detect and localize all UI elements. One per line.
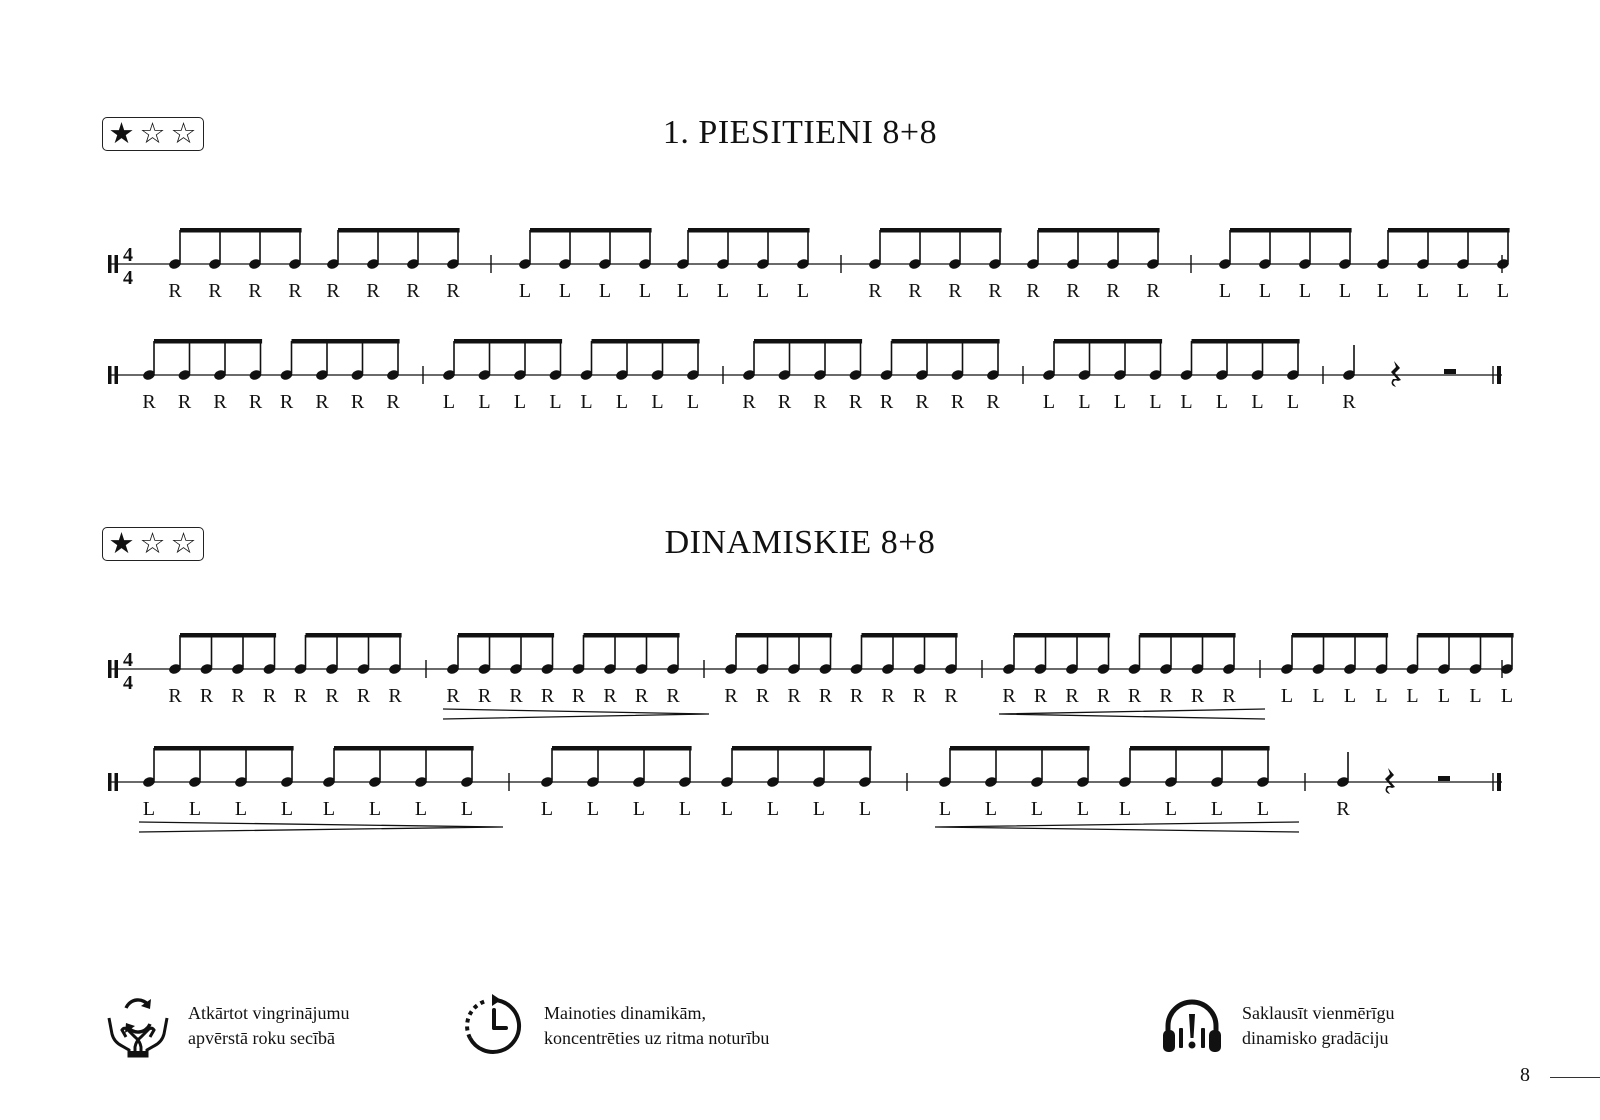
sticking-label: R bbox=[213, 391, 227, 413]
sticking-label: R bbox=[262, 685, 277, 707]
beam bbox=[1130, 746, 1270, 751]
sticking-label: R bbox=[388, 685, 402, 707]
sticking-label: R bbox=[571, 685, 586, 707]
sticking-label: L bbox=[1343, 685, 1357, 707]
percussion-clef bbox=[108, 255, 112, 273]
sticking-label: L bbox=[598, 280, 612, 302]
sticking-label: L bbox=[1298, 280, 1312, 302]
beam bbox=[306, 633, 402, 638]
sticking-label: R bbox=[248, 280, 262, 302]
sticking-label: R bbox=[1096, 685, 1111, 707]
quarter-rest bbox=[1391, 361, 1401, 387]
sticking-label: L bbox=[720, 798, 734, 820]
sticking-label: R bbox=[603, 685, 617, 707]
sticking-label: R bbox=[446, 280, 460, 302]
sticking-label: R bbox=[849, 685, 864, 707]
beam bbox=[180, 633, 276, 638]
tip-line: koncentrēties uz ritma noturību bbox=[544, 1028, 770, 1048]
sticking-label: L bbox=[1280, 685, 1294, 707]
sticking-label: L bbox=[1256, 798, 1270, 820]
sticking-label: L bbox=[984, 798, 998, 820]
sticking-label: L bbox=[1164, 798, 1178, 820]
page-number-rule bbox=[1550, 1077, 1600, 1078]
sticking-label: R bbox=[950, 391, 965, 413]
crescendo-hairpin bbox=[999, 709, 1265, 719]
sticking-label: L bbox=[580, 391, 593, 413]
sticking-label: L bbox=[1496, 280, 1510, 302]
beam bbox=[754, 339, 862, 344]
sticking-label: L bbox=[322, 798, 336, 820]
beam bbox=[592, 339, 700, 344]
sticking-label: L bbox=[1376, 280, 1390, 302]
sticking-label: R bbox=[168, 685, 182, 707]
beam bbox=[552, 746, 692, 751]
sticking-label: L bbox=[1180, 391, 1193, 413]
sticking-label: L bbox=[540, 798, 554, 820]
sticking-label: L bbox=[938, 798, 952, 820]
beam bbox=[1388, 228, 1510, 233]
sticking-label: L bbox=[549, 391, 562, 413]
sticking-label: L bbox=[460, 798, 474, 820]
beam bbox=[688, 228, 810, 233]
sticking-label: L bbox=[651, 391, 664, 413]
sticking-label: L bbox=[518, 280, 532, 302]
sticking-label: L bbox=[280, 798, 294, 820]
beam bbox=[950, 746, 1090, 751]
beam bbox=[180, 228, 302, 233]
sticking-label: R bbox=[986, 391, 1000, 413]
tip-line: apvērstā roku secībā bbox=[188, 1028, 335, 1048]
sticking-label: R bbox=[509, 685, 523, 707]
exercise-title: 1. PIESITIENI 8+8 bbox=[662, 114, 938, 151]
sticking-label: R bbox=[1336, 798, 1350, 820]
sticking-label: R bbox=[944, 685, 958, 707]
star-empty-icon: ☆ bbox=[170, 526, 197, 560]
beam bbox=[454, 339, 562, 344]
sticking-label: L bbox=[1500, 685, 1514, 707]
sticking-label: R bbox=[634, 685, 649, 707]
sticking-label: R bbox=[325, 685, 339, 707]
crescendo-hairpin bbox=[935, 822, 1299, 832]
sticking-label: L bbox=[1251, 391, 1264, 413]
sticking-label: R bbox=[208, 280, 222, 302]
percussion-clef bbox=[115, 366, 119, 384]
sticking-label: L bbox=[796, 280, 810, 302]
star-empty-icon: ☆ bbox=[170, 116, 197, 150]
sticking-label: R bbox=[818, 685, 833, 707]
sticking-label: R bbox=[366, 280, 380, 302]
beam bbox=[736, 633, 832, 638]
sticking-label: L bbox=[1078, 391, 1091, 413]
sticking-label: R bbox=[787, 685, 801, 707]
hands-repeat-icon bbox=[106, 994, 170, 1058]
sticking-label: R bbox=[912, 685, 927, 707]
sticking-label: L bbox=[142, 798, 156, 820]
sticking-label: L bbox=[812, 798, 826, 820]
sticking-label: R bbox=[1159, 685, 1173, 707]
sticking-label: L bbox=[1286, 391, 1300, 413]
sticking-label: R bbox=[231, 685, 245, 707]
tip-line: Saklausīt vienmērīgu bbox=[1242, 1003, 1395, 1023]
sticking-label: L bbox=[1149, 391, 1162, 413]
sticking-label: R bbox=[777, 391, 792, 413]
sticking-label: L bbox=[1375, 685, 1388, 707]
sticking-label: R bbox=[724, 685, 738, 707]
sticking-label: R bbox=[406, 280, 420, 302]
beam bbox=[1014, 633, 1110, 638]
sticking-label: R bbox=[315, 391, 329, 413]
final-barline bbox=[1497, 366, 1501, 384]
sticking-label: L bbox=[858, 798, 872, 820]
sticking-label: L bbox=[678, 798, 692, 820]
sticking-label: R bbox=[356, 685, 371, 707]
beam bbox=[1230, 228, 1352, 233]
beam bbox=[530, 228, 652, 233]
time-signature-top: 4 bbox=[123, 244, 133, 266]
beam bbox=[1292, 633, 1388, 638]
sticking-label: L bbox=[478, 391, 491, 413]
time-signature-bottom: 4 bbox=[123, 672, 133, 694]
percussion-clef bbox=[115, 773, 119, 791]
sticking-label: R bbox=[350, 391, 365, 413]
sticking-label: L bbox=[716, 280, 730, 302]
page-number: 8 bbox=[1520, 1064, 1530, 1086]
sticking-label: R bbox=[1342, 391, 1356, 413]
sticking-label: R bbox=[540, 685, 555, 707]
beam bbox=[1038, 228, 1160, 233]
headphones-icon bbox=[1160, 994, 1224, 1058]
star-empty-icon: ☆ bbox=[139, 526, 166, 560]
beam bbox=[458, 633, 554, 638]
beam bbox=[584, 633, 680, 638]
beam bbox=[338, 228, 460, 233]
percussion-clef bbox=[108, 773, 112, 791]
sticking-label: L bbox=[766, 798, 780, 820]
sticking-label: L bbox=[615, 391, 629, 413]
sticking-label: R bbox=[848, 391, 863, 413]
beam bbox=[154, 746, 294, 751]
beam bbox=[880, 228, 1002, 233]
sticking-label: R bbox=[1106, 280, 1120, 302]
sticking-label: L bbox=[1416, 280, 1430, 302]
sticking-label: L bbox=[1210, 798, 1224, 820]
sticking-label: R bbox=[1190, 685, 1205, 707]
sticking-label: L bbox=[1118, 798, 1132, 820]
sticking-label: L bbox=[368, 798, 382, 820]
sticking-label: L bbox=[1076, 798, 1090, 820]
sticking-label: R bbox=[742, 391, 756, 413]
sticking-label: R bbox=[1033, 685, 1048, 707]
sticking-label: L bbox=[234, 798, 248, 820]
sticking-label: R bbox=[666, 685, 680, 707]
half-rest bbox=[1438, 776, 1450, 781]
sticking-label: R bbox=[1066, 280, 1080, 302]
sticking-label: L bbox=[1312, 685, 1325, 707]
beam bbox=[154, 339, 262, 344]
beam bbox=[292, 339, 400, 344]
sticking-label: L bbox=[1218, 280, 1232, 302]
sticking-label: R bbox=[879, 391, 894, 413]
sticking-label: L bbox=[1030, 798, 1044, 820]
exercise-title: DINAMISKIE 8+8 bbox=[664, 524, 936, 561]
decrescendo-hairpin bbox=[139, 822, 503, 832]
sticking-label: L bbox=[1215, 391, 1229, 413]
sticking-label: R bbox=[868, 280, 882, 302]
sticking-label: L bbox=[414, 798, 428, 820]
tip-line: Mainoties dinamikām, bbox=[544, 1003, 706, 1023]
sticking-label: L bbox=[1406, 685, 1419, 707]
sticking-label: R bbox=[199, 685, 214, 707]
sticking-label: L bbox=[1456, 280, 1470, 302]
sticking-label: R bbox=[1146, 280, 1160, 302]
star-filled-icon: ★ bbox=[108, 116, 135, 150]
beam bbox=[1192, 339, 1300, 344]
sticking-label: L bbox=[442, 391, 456, 413]
sticking-label: L bbox=[1469, 685, 1482, 707]
sticking-label: L bbox=[756, 280, 770, 302]
sticking-label: L bbox=[188, 798, 202, 820]
sticking-label: R bbox=[177, 391, 192, 413]
clock-icon bbox=[462, 994, 526, 1058]
sticking-label: R bbox=[1002, 685, 1016, 707]
beam bbox=[732, 746, 872, 751]
sticking-label: R bbox=[908, 280, 922, 302]
tip-line: Atkārtot vingrinājumu bbox=[188, 1003, 350, 1023]
sticking-label: L bbox=[586, 798, 600, 820]
beam bbox=[334, 746, 474, 751]
beam bbox=[1418, 633, 1514, 638]
sticking-label: L bbox=[1042, 391, 1056, 413]
sticking-label: R bbox=[293, 685, 308, 707]
sticking-label: L bbox=[638, 280, 652, 302]
percussion-clef bbox=[115, 660, 119, 678]
sticking-label: L bbox=[676, 280, 690, 302]
sticking-label: R bbox=[446, 685, 460, 707]
sticking-label: R bbox=[386, 391, 400, 413]
beam bbox=[1140, 633, 1236, 638]
sticking-label: R bbox=[477, 685, 492, 707]
tip-steady-rhythm bbox=[462, 994, 769, 1058]
time-signature-bottom: 4 bbox=[123, 267, 133, 289]
sticking-label: L bbox=[1437, 685, 1451, 707]
sticking-label: R bbox=[915, 391, 929, 413]
sticking-label: L bbox=[1338, 280, 1352, 302]
sticking-label: R bbox=[881, 685, 895, 707]
sticking-label: R bbox=[1065, 685, 1079, 707]
sticking-label: L bbox=[686, 391, 700, 413]
sticking-label: R bbox=[288, 280, 302, 302]
sticking-label: R bbox=[168, 280, 182, 302]
sticking-label: L bbox=[632, 798, 646, 820]
final-barline bbox=[1497, 773, 1501, 791]
sticking-label: R bbox=[248, 391, 263, 413]
beam bbox=[862, 633, 958, 638]
decrescendo-hairpin bbox=[443, 709, 709, 719]
time-signature-top: 4 bbox=[123, 649, 133, 671]
beam bbox=[892, 339, 1000, 344]
star-empty-icon: ☆ bbox=[139, 116, 166, 150]
sticking-label: R bbox=[813, 391, 827, 413]
tip-reverse-hands bbox=[106, 994, 349, 1058]
sticking-label: L bbox=[513, 391, 527, 413]
percussion-clef bbox=[108, 366, 112, 384]
sticking-label: R bbox=[326, 280, 340, 302]
sticking-label: R bbox=[1026, 280, 1040, 302]
sticking-label: L bbox=[558, 280, 572, 302]
sticking-label: R bbox=[1222, 685, 1236, 707]
sticking-label: L bbox=[1113, 391, 1127, 413]
quarter-rest bbox=[1385, 768, 1395, 794]
sticking-label: R bbox=[948, 280, 962, 302]
percussion-clef bbox=[115, 255, 119, 273]
beam bbox=[1054, 339, 1162, 344]
half-rest bbox=[1444, 369, 1456, 374]
star-filled-icon: ★ bbox=[108, 526, 135, 560]
sticking-label: R bbox=[142, 391, 156, 413]
sticking-label: R bbox=[279, 391, 294, 413]
tip-line: dinamisko gradāciju bbox=[1242, 1028, 1389, 1048]
sticking-label: R bbox=[755, 685, 770, 707]
sticking-label: L bbox=[1258, 280, 1272, 302]
sticking-label: R bbox=[988, 280, 1002, 302]
tip-dynamic-gradation bbox=[1160, 994, 1394, 1058]
percussion-clef bbox=[108, 660, 112, 678]
sticking-label: R bbox=[1127, 685, 1142, 707]
